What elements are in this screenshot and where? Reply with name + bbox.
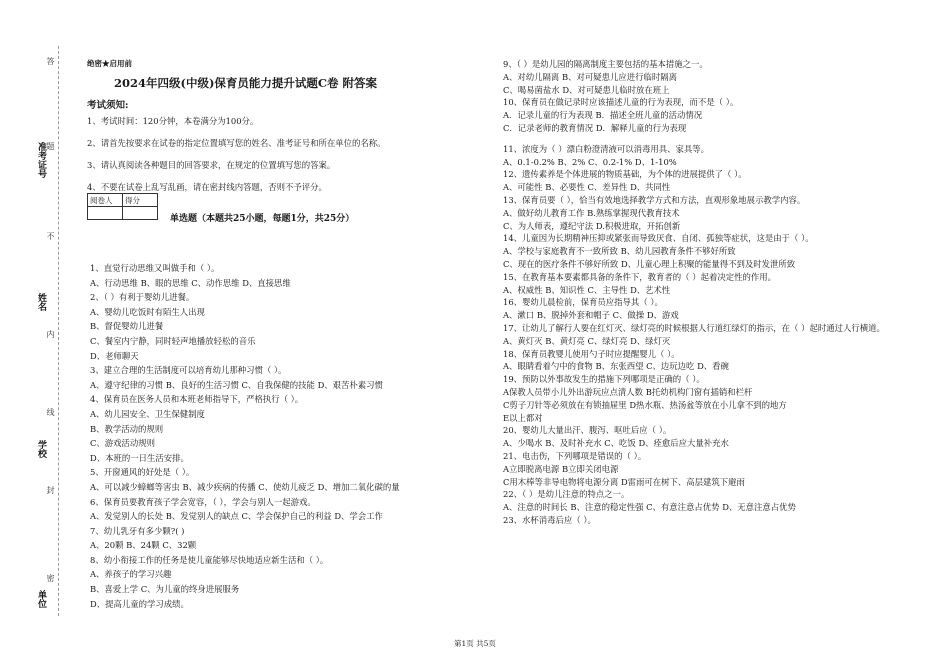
question-option: A、遵守纪律的习惯 B、良好的生活习惯 C、自我保健的技能 D、艰苦朴素习惯 — [90, 379, 383, 390]
right-questions — [503, 58, 903, 527]
question-stem: 4、保育员在医务人员和本班老师指导下，严格执行（ ）。 — [90, 394, 304, 405]
notice-item: 4、不要在试卷上乱写乱画，请在密封线内答题，否则不予评分。 — [87, 182, 327, 192]
notice-list — [87, 113, 385, 201]
question-option: A、做好幼儿教育工作 B.熟练掌握现代教育技术 — [503, 207, 680, 218]
notice-title: 考试须知: — [87, 100, 129, 111]
page-footer: 第1页 共5页 — [454, 639, 496, 648]
question-option: C、喝易菌盐水 D、对可疑患儿临时放在班上 — [503, 84, 670, 95]
question-option: B、喜爱上学 C、为儿童的终身进展服务 — [90, 584, 240, 595]
question-option: A、0.1-0.2% B、2% C、0.2-1% D、1-10% — [503, 156, 677, 167]
question-stem: 14、儿童因为长期精神压抑或紧张而导致厌食、自闭、孤独等症状，这是由于（ ）。 — [503, 233, 814, 244]
question-stem: 15、在教育基本要素都具备的条件下，教育者的（ ）起着决定性的作用。 — [503, 271, 776, 282]
question-stem: 21、电击伤，下列哪项是错误的（ ）。 — [503, 450, 647, 461]
question-option: C剪子刀针等必须放在有锁抽屉里 D热水瓶、热汤盆等放在小儿拿不到的地方 — [503, 399, 787, 410]
question-stem: 19、预防以外事故发生的措施下列哪项是正确的（ ）。 — [503, 374, 705, 385]
question-stem: 13、保育员要（ ），恰当有效地选择教学方式和方法，直观形象地展示教学内容。 — [503, 194, 806, 205]
question-stem: 23、水杯消毒后应（ ）。 — [503, 514, 596, 525]
question-option: A、眼睛看着勺中的食物 B、东张西望 C、边玩边吃 D、看碗 — [503, 361, 729, 372]
label-name: 姓名 — [36, 293, 46, 311]
seal-char: 密 — [46, 574, 55, 582]
question-option: A、婴幼儿吃饭时有陌生人出现 — [90, 306, 205, 317]
label-unit: 单位 — [36, 590, 46, 608]
question-option: C、餐室内宁静，同时轻声地播放轻松的音乐 — [90, 335, 256, 346]
question-option: C、现在的医疗条件不够好所致 D、儿童心理上积聚的能量得不到及时发泄所致 — [503, 258, 796, 269]
question-option: D、老师聊天 — [90, 350, 139, 361]
label-exam-number: 准考证号 — [36, 142, 46, 178]
question-stem: 6、保育员要教育孩子学会宽容，（ ），学会与别人一起游戏。 — [90, 496, 316, 507]
question-option: A、20颗 B、24颗 C、32颗 — [90, 540, 197, 551]
question-option: E以上都对 — [503, 412, 543, 423]
question-stem: 20、婴幼儿大量出汗、腹泻、呕吐后应（ ）。 — [503, 425, 672, 436]
question-option: A、少喝水 B、及时补充水 C、吃饭 D、痊愈后应大量补充水 — [503, 438, 729, 449]
question-option: A立即脱离电源 B立即关闭电源 — [503, 463, 619, 474]
seal-char: 题 — [46, 142, 55, 150]
question-stem: 18、保育员教婴儿使用勺子时应提醒婴儿（ ）。 — [503, 348, 680, 359]
question-option: A保教人员带小儿外出游玩应点清人数 B托幼机构门窗有插销和栏杆 — [503, 386, 753, 397]
score-table — [87, 193, 158, 220]
question-option: A．记录儿童的行为表现 B．描述全班儿童的活动情况 — [503, 110, 703, 121]
seal-char: 不 — [46, 232, 55, 240]
notice-item: 2、请首先按要求在试卷的指定位置填写您的姓名、准考证号和所在单位的名称。 — [87, 138, 386, 148]
question-option: A、黄灯灭 B、黄灯亮 C、绿灯亮 D、绿灯灭 — [503, 335, 671, 346]
question-option: C用木棒等非导电物将电源分离 D雷雨可在树下、高层建筑下避雨 — [503, 476, 745, 487]
question-option: A、行动思维 B、眼的思维 C、动作思维 D、直接思维 — [90, 277, 291, 288]
question-option: C、游戏活动规则 — [90, 438, 156, 449]
question-stem: 2、（ ）有利于婴幼儿进餐。 — [90, 292, 195, 303]
question-stem: 10、保育员在做记录时应该描述儿童的行为表现，而不是（ ）。 — [503, 97, 739, 108]
question-option: A、漱口 B、脱掉外套和帽子 C、做操 D、游戏 — [503, 310, 679, 321]
seal-char: 封 — [46, 486, 55, 494]
question-stem: 5、开窗通风的好处是（ ）。 — [90, 467, 195, 478]
question-option: A、学校与家庭教育不一致所致 B、幼儿园教育条件不够好所致 — [503, 246, 736, 257]
question-stem: 11、浓度为（ ）漂白粉澄清液可以消毒用具、家具等。 — [503, 143, 709, 154]
question-stem: 8、幼小衔接工作的任务是使儿童能够尽快地适应新生活和（ ）。 — [90, 554, 329, 565]
question-option: B、教学活动的规则 — [90, 423, 164, 434]
question-option: A、对幼儿隔离 B、对可疑患儿应进行临时隔离 — [503, 71, 677, 82]
question-option: C．记录老师的教育情况 D．解释儿童的行为表现 — [503, 122, 687, 133]
question-option: A、可能性 B、必要性 C、差异性 D、共同性 — [503, 182, 671, 193]
question-stem: 16、婴幼儿晨检前，保育员应指导其（ ）。 — [503, 297, 663, 308]
left-questions — [90, 261, 480, 611]
score-table-header: 阅卷人 — [88, 194, 123, 207]
notice-item: 3、请认真阅读各种题目的回答要求，在规定的位置填写您的答案。 — [87, 160, 336, 170]
question-stem: 7、幼儿乳牙有多少颗?( ) — [90, 525, 185, 536]
question-stem: 3、建立合理的生活制度可以培育幼儿那种习惯（ ）。 — [90, 365, 287, 376]
question-option: A、养孩子的学习兴趣 — [90, 569, 172, 580]
score-table-cell[interactable] — [123, 207, 158, 220]
question-option: A、权威性 B、知识性 C、主导性 D、艺术性 — [503, 284, 671, 295]
question-stem: 1、直觉行动思维又叫做手和（ ）。 — [90, 263, 220, 273]
question-option: D、本班的一日生活安排。 — [90, 452, 189, 463]
question-stem: 22、（ ）是幼儿注意的特点之一。 — [503, 489, 630, 500]
score-table-cell[interactable] — [88, 207, 123, 220]
question-option: C、为人师表，遵纪守法 D.积极进取，开拓创新 — [503, 220, 681, 231]
question-option: A、可以减少蟑螂等害虫 B、减少疾病的传播 C、使幼儿疲乏 D、增加二氧化碳的量 — [90, 481, 400, 492]
page-title: 2024年四级(中级)保育员能力提升试题C卷 附答案 — [114, 76, 378, 90]
notice-item: 1、考试时间：120分钟，本卷满分为100分。 — [87, 116, 259, 126]
question-stem: 17、让幼儿了解行人要在红灯灭、绿灯亮的时候根据人行道红绿灯的指示，在（ ）起时通过人行横道。 — [503, 322, 885, 333]
question-stem: 9、（ ）是幼儿园的隔离制度主要包括的基本措施之一。 — [503, 59, 708, 69]
question-option: D、提高儿童的学习成绩。 — [90, 598, 189, 609]
seal-char: 答 — [46, 57, 55, 65]
question-option: A、发觉别人的长处 B、发觉别人的缺点 C、学会保护自己的利益 D、学会工作 — [90, 511, 383, 522]
seal-char: 线 — [46, 408, 55, 416]
section-title: 单选题（本题共25小题，每题1分，共25分） — [170, 214, 355, 224]
secret-mark: 绝密★启用前 — [87, 59, 132, 68]
seal-dashed-line — [58, 46, 59, 616]
seal-char: 内 — [46, 330, 55, 338]
question-option: B、督促婴幼儿进餐 — [90, 321, 164, 332]
score-table-header: 得分 — [123, 194, 158, 207]
question-option: A、幼儿园安全、卫生保健制度 — [90, 408, 205, 419]
question-option: A、注意的时间长 B、注意的稳定性强 C、有意注意占优势 D、无意注意占优势 — [503, 502, 796, 513]
label-school: 学校 — [36, 440, 46, 458]
question-stem: 12、遗传素养是个体进展的物质基础，为个体的进展提供了（ ）。 — [503, 169, 747, 180]
